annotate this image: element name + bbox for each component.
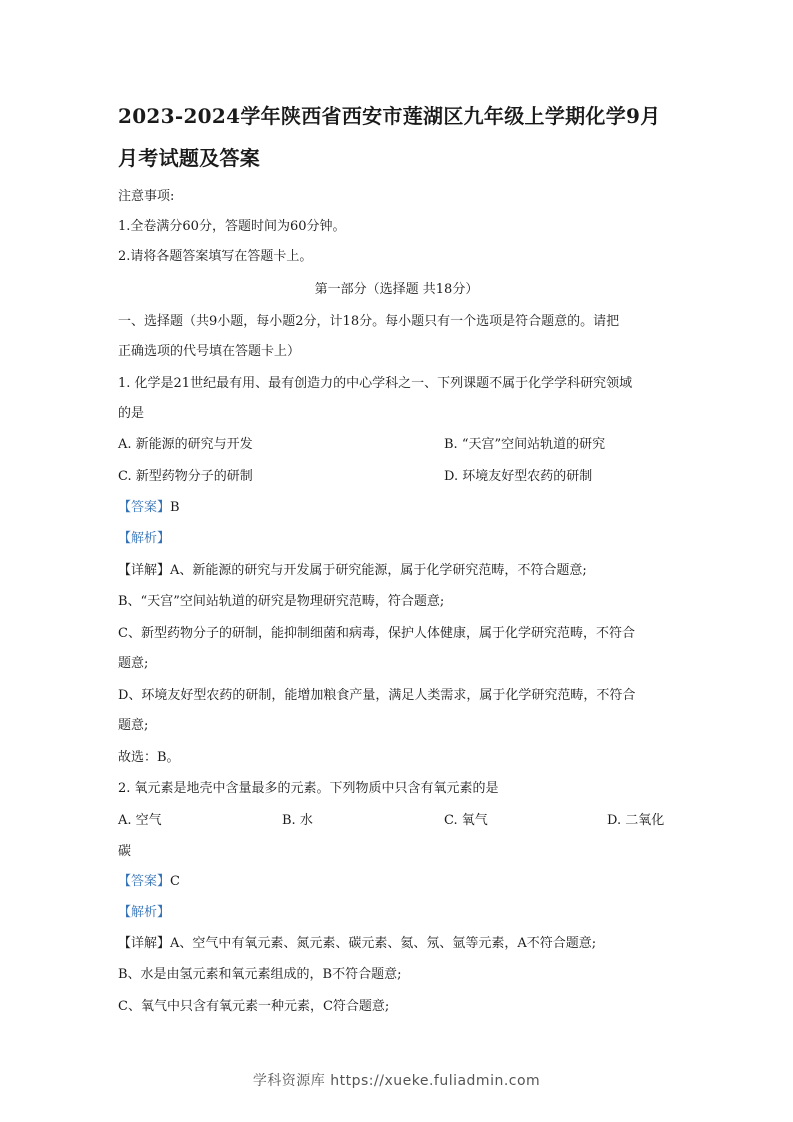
question-1-stem-line-1: 1. 化学是21世纪最有用、最有创造力的中心学科之一、下列课题不属于化学学科研究领域 xyxy=(118,376,633,391)
question-2-option-d-wrap: 碳 xyxy=(118,844,132,859)
question-1-detail-line-6: 题意; xyxy=(118,718,149,733)
question-1-option-d: D. 环境友好型农药的研制 xyxy=(444,469,593,484)
question-1-detail-line-5: D、环境友好型农药的研制，能增加粮食产量，满足人类需求，属于化学研究范畴，不符合 xyxy=(118,688,636,703)
question-1-detail-line-1 xyxy=(118,562,587,580)
question-2-option-a: A. 空气 xyxy=(118,813,162,828)
question-1-detail-line-3: C、新型药物分子的研制，能抑制细菌和病毒，保护人体健康，属于化学研究范畴，不符合 xyxy=(118,626,635,641)
question-1-option-b: B. “天宫”空间站轨道的研究 xyxy=(444,437,606,452)
question-2-option-c: C. 氧气 xyxy=(444,813,488,828)
document-title-line-1: 2023-2024学年陕西省西安市莲湖区九年级上学期化学9月 xyxy=(118,104,661,128)
question-1-answer xyxy=(118,499,180,517)
question-1-detail-line-2: B、“天宫”空间站轨道的研究是物理研究范畴，符合题意; xyxy=(118,594,445,609)
instructions-line-1: 一、选择题（共9小题，每小题2分，计18分。每小题只有一个选项是符合题意的。请把 xyxy=(118,314,620,329)
instructions-line-2: 正确选项的代号填在答题卡上） xyxy=(118,344,301,359)
answer-value: B xyxy=(170,500,180,515)
question-2-stem: 2. 氧元素是地壳中含量最多的元素。下列物质中只含有氧元素的是 xyxy=(118,781,499,796)
detail-tag: 【详解】 xyxy=(118,936,171,951)
question-1-detail-line-4: 题意; xyxy=(118,656,149,671)
question-2-analysis xyxy=(118,904,170,922)
answer-tag: 【答案】 xyxy=(118,874,171,889)
question-2-detail-line-3: C、氧气中只含有氧元素一种元素，C符合题意; xyxy=(118,999,390,1014)
detail-text: A、空气中有氧元素、氮元素、碳元素、氦、氖、氩等元素，A不符合题意; xyxy=(170,936,597,951)
question-2-detail-line-1 xyxy=(118,935,596,953)
question-2-option-b: B. 水 xyxy=(282,813,313,828)
detail-text: A、新能源的研究与开发属于研究能源，属于化学研究范畴，不符合题意; xyxy=(170,563,587,578)
notice-item-1: 1.全卷满分60分，答题时间为60分钟。 xyxy=(118,219,346,234)
part-heading: 第一部分（选择题 共18分） xyxy=(314,282,479,297)
notice-item-2: 2.请将各题答案填写在答题卡上。 xyxy=(118,249,313,264)
analysis-tag: 【解析】 xyxy=(118,531,171,546)
question-2-detail-line-2: B、水是由氢元素和氧元素组成的，B不符合题意; xyxy=(118,967,402,982)
question-1-option-a: A. 新能源的研究与开发 xyxy=(118,437,253,452)
question-2-option-d: D. 二氧化 xyxy=(607,813,665,828)
question-1-conclusion: 故选：B。 xyxy=(118,750,180,765)
detail-tag: 【详解】 xyxy=(118,563,171,578)
question-2-answer xyxy=(118,873,180,891)
question-1-stem-line-2: 的是 xyxy=(118,406,145,421)
answer-value: C xyxy=(170,874,180,889)
analysis-tag: 【解析】 xyxy=(118,905,171,920)
question-1-option-c: C. 新型药物分子的研制 xyxy=(118,469,253,484)
footer-watermark: 学科资源库 https://xueke.fuliadmin.com xyxy=(252,1073,541,1089)
document-title-line-2: 月考试题及答案 xyxy=(118,146,261,170)
answer-tag: 【答案】 xyxy=(118,500,171,515)
question-1-analysis xyxy=(118,530,170,548)
notice-heading: 注意事项: xyxy=(118,189,175,204)
